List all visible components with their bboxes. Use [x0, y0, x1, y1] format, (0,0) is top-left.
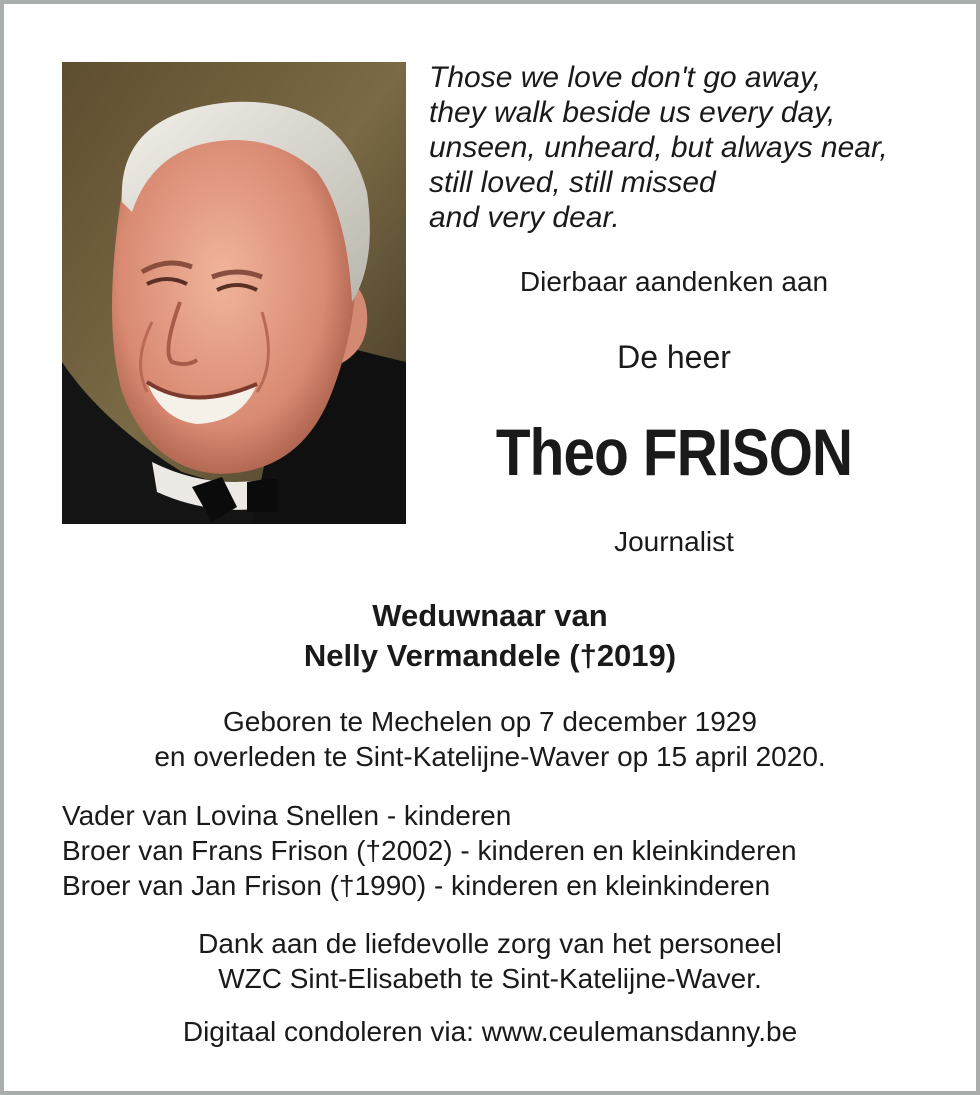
spouse-name: Nelly Vermandele (†2019): [303, 638, 677, 673]
family-list: [62, 798, 797, 903]
death-line: en overleden te Sint-Katelijne-Waver op 15 april 2020.: [154, 741, 826, 772]
deceased-name: Theo FRISON: [495, 415, 853, 489]
birth-line: Geboren te Mechelen op 7 december 1929: [223, 706, 757, 737]
poem-line: unseen, unheard, but always near,: [429, 131, 888, 164]
poem-line: still loved, still missed: [429, 166, 716, 199]
profession: Journalist: [614, 526, 734, 557]
condolence-link[interactable]: Digitaal condoleren via: www.ceulemansdanny.be: [182, 1016, 798, 1047]
poem-line: and very dear.: [429, 201, 620, 234]
memorial-poem: [429, 60, 949, 235]
poem-line: Those we love don't go away,: [429, 61, 822, 94]
thanks-line: WZC Sint-Elisabeth te Sint-Katelijne-Waver.: [218, 963, 762, 994]
portrait-photo: [62, 62, 406, 524]
family-line: Broer van Jan Frison (†1990) - kinderen en kleinkinderen: [62, 870, 771, 901]
honorific: De heer: [617, 339, 731, 375]
family-line: Vader van Lovina Snellen - kinderen: [62, 800, 512, 831]
birth-death-block: [4, 704, 976, 774]
thanks-block: [4, 926, 976, 996]
poem-line: they walk beside us every day,: [429, 96, 836, 129]
spouse-heading: Weduwnaar van: [372, 598, 608, 633]
thanks-line: Dank aan de liefdevolle zorg van het personeel: [198, 928, 782, 959]
spouse-block: [4, 596, 976, 676]
intro-text: Dierbaar aandenken aan: [519, 266, 829, 297]
portrait-illustration: [62, 62, 406, 524]
family-line: Broer van Frans Frison (†2002) - kinderen en kleinkinderen: [62, 835, 797, 866]
